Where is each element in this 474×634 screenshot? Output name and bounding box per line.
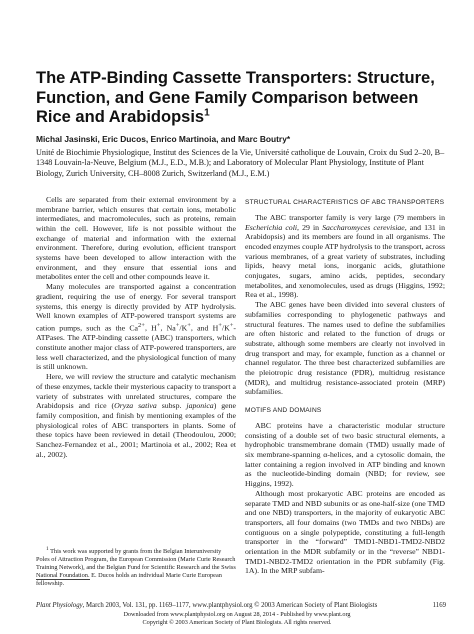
text-run: ) gene family composition, and finish by mentioning examples of the physiological roles of ABC transporters in plants. Some of these topics have been reviewed in detail (Theodoulou, 2000; Sanchez-Fernandez et al., 2001; Martinoia et al., 2002; Rea et al., 2002). xyxy=(36,401,236,459)
text-run: , Na xyxy=(160,323,176,333)
structure-paragraph-1 xyxy=(245,213,445,300)
author-list: Michal Jasinski, Eric Ducos, Enrico Martinoia, and Marc Boutry* xyxy=(36,134,291,144)
journal-name: Plant Physiology xyxy=(36,602,83,609)
text-run: , and H xyxy=(190,323,219,333)
superscript: + xyxy=(156,322,161,330)
text-run: ABC proteins have a characteristic modular structure consisting of a double set of two basic structural elements, a hydrophobic transmembrane domain (TMD) usually made of six membrane-spanning xyxy=(245,420,445,459)
intro-paragraph-2 xyxy=(36,282,236,372)
intro-paragraph-1: Cells are separated from their external environment by a membrane barrier, which ensures that certain ions, metabolic intermediates, and macromolecules, such as proteins, remain within the cell. However, life is not possible without the exchange of material and information with the external environment. Therefore, during evolution, efficient transport systems have been developed to allow interaction with the environment, and they ensure that essential ions and metabolites enter the cell and other compounds leave it. xyxy=(36,195,236,282)
motifs-paragraph-2: Although most prokaryotic ABC proteins are encoded as separate TMD and NBD subunits or as one-half-size (one TMD and one NBD) transporters, in the majority of eukaryotic ABC transporters, all four domains (two TMDs and two NBDs) are contiguous on a single polypeptide, constituting a full-length transporter in the “forward” TMD1-NBD1-TMD2-NBD2 orientation in the MDR subfamily or in the “reverse” NBD1-TMD1-NBD2-TMD2 orientation in the PDR subfamily (Fig. 1A). In the MRP subfam- xyxy=(245,489,445,576)
footnote-1 xyxy=(36,546,236,588)
superscript: + xyxy=(175,322,180,330)
intro-paragraph-3 xyxy=(36,372,236,459)
species-name: Oryza sativa xyxy=(114,401,157,411)
superscript: + xyxy=(187,322,191,330)
page-footer xyxy=(36,601,446,610)
journal-citation xyxy=(36,602,377,609)
left-column xyxy=(36,195,236,459)
section-heading-motifs: MOTIFS AND DOMAINS xyxy=(245,406,322,414)
text-run: Here, we will review the structure and catalytic mechanism of these enzymes, tackle their mysterious capacity to transport a variety of substrates with unrelated structures, compare the Arabidopsis and rice ( xyxy=(36,372,236,411)
text-run: subsp. xyxy=(156,401,187,411)
species-name: Saccharomyces cerevisiae xyxy=(322,222,405,232)
species-name: japonica xyxy=(186,401,214,411)
text-run: , H xyxy=(144,323,157,333)
text-run: This work was supported by grants from the Belgian Interuniversity Poles of Attraction Program, the European Commission (Marie Curie Research Training Network), and the Belgian Fund for Scientific Research and the Swiss National Foundation. E. Ducos holds an individual Marie Curie European fellowship. xyxy=(36,548,236,587)
structure-paragraph-2: The ABC genes have been divided into several clusters of subfamilies corresponding to phylogenetic pathways and structural features. The names used to define the subfamilies are often historic and related to the function of drugs or substrate, although some members are clearly not involved in drug transport and may, for example, function as a channel or channel regulator. The three best characterized subfamilies are the pleiotropic drug resistance (PDR), multidrug resistance (MDR), and multidrug resistance-associated protein (MRP) subfamilies. xyxy=(245,300,445,397)
text-run: -ATPases. The ATP-binding cassette (ABC) transporters, which constitute another major class of ATP-powered transporters, are less well characterized, and the physiological function of many is still unknown. xyxy=(36,323,236,372)
superscript: 2+ xyxy=(138,322,145,330)
text-run: /K xyxy=(221,323,230,333)
download-line: Downloaded from www.plantphysiol.org on August 28, 2014 - Published by www.plant.org xyxy=(123,611,351,618)
greek-symbol: α xyxy=(323,449,328,459)
download-notice xyxy=(0,611,474,627)
footnote-block xyxy=(36,546,236,588)
title-footnote-mark: 1 xyxy=(204,107,210,119)
superscript: + xyxy=(229,322,234,330)
copyright-line: Copyright © 2003 American Society of Plant Biologists. All rights reserved. xyxy=(142,619,332,626)
species-name: Escherichia coli xyxy=(245,222,298,232)
footnote-mark: 1 xyxy=(46,546,49,552)
text-run: , March 2003, Vol. 131, pp. 1169–1177, www.plantphysiol.org © 2003 American Society of Plant Biologists xyxy=(82,602,378,609)
page-number: 1169 xyxy=(432,602,446,609)
section-heading-structure: STRUCTURAL CHARACTERISTICS OF ABC TRANSPORTERS xyxy=(245,199,445,206)
title-text: The ATP-Binding Cassette Transporters: Structure, Function, and Gene Family Comparison between Rice and Arabidopsis xyxy=(36,69,435,127)
text-run: /K xyxy=(179,323,188,333)
text-run: -helices, and a cytosolic domain, the latter containing a region involved in ATP binding and known as the nucleotide-binding domain (NBD; for review, see Higgins, 1992). xyxy=(245,449,445,488)
affiliations: Unité de Biochimie Physiologique, Institut des Sciences de la Vie, Université catholique de Louvain, Croix du Sud 2–20, B–1348 Louvain-la-Neuve, Belgium (M.J., E.D., M.B.); and Laboratory of Molecular Plant Physiology, Institute of Plant Biology, Zurich University, CH–8008 Zurich, Switzerland (M.J., E.M.) xyxy=(36,148,445,178)
superscript: + xyxy=(218,322,222,330)
text-run: The ABC transporter family is very large (79 members in xyxy=(255,213,445,222)
text-run: , 29 in xyxy=(297,222,323,232)
motifs-paragraph-1 xyxy=(245,421,445,489)
text-run: Many molecules are transported against a concentration gradient, requiring the use of energy. For several transport systems, this energy is directly provided by ATP hydrolysis. Well known examples of ATP-powered transport systems are cation pumps, such as the Ca xyxy=(36,282,236,333)
article-title xyxy=(36,69,446,128)
text-run: , and 131 in Arabidopsis) and its members are found in all organisms. The encoded enzymes couple ATP hydrolysis to the transport, across various membranes, of a great variety of substrates, including lipids, heavy metal ions, inorganic acids, glutathione conjugates, sugars, amino acids, peptides, secondary metabolites, and xenomolecules, used as drugs (Higgins, 1992; Rea et al., 1998). xyxy=(245,222,446,300)
right-column xyxy=(245,198,445,576)
